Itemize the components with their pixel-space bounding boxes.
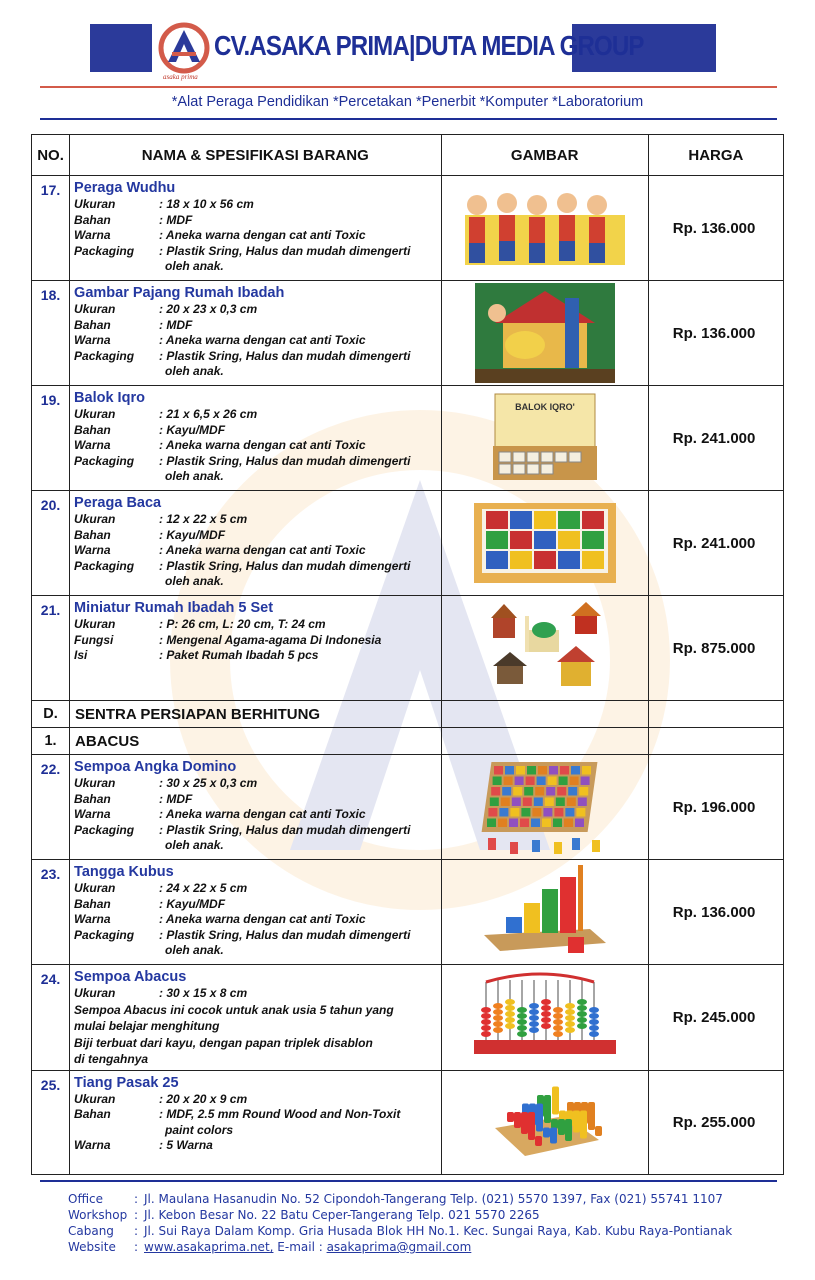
spec-value: : Plastik Sring, Halus dan mudah dimengerti — [159, 927, 411, 942]
spec-key: Ukuran — [74, 512, 116, 526]
spec-value: : MDF — [159, 212, 193, 227]
item-image-cell — [441, 281, 648, 386]
item-number: 24. — [32, 965, 70, 1071]
abacus-icon — [470, 972, 620, 1062]
spec-value: : 20 x 23 x 0,3 cm — [159, 302, 258, 316]
spec-value: : Plastik Sring, Halus dan mudah dimengerti — [159, 822, 411, 837]
col-header-name: NAMA & SPESIFIKASI BARANG — [70, 135, 441, 176]
item-title: Sempoa Angka Domino — [74, 759, 237, 775]
spec-key: Bahan — [74, 1107, 111, 1122]
email-label: E-mail : — [273, 1240, 327, 1254]
header-bar-left — [90, 24, 152, 72]
spec-key: Warna — [74, 333, 111, 348]
spec-key: Packaging — [74, 558, 135, 573]
spec-key: Bahan — [74, 422, 111, 437]
subsection-title: ABACUS — [70, 728, 441, 755]
spec-value: : 24 x 22 x 5 cm — [159, 881, 248, 895]
spec-key: Warna — [74, 912, 111, 927]
spec-key: Warna — [74, 1138, 111, 1153]
table-row — [32, 755, 784, 860]
spec-value: : Paket Rumah Ibadah 5 pcs — [159, 648, 319, 663]
footer-rule — [40, 1180, 777, 1182]
table-row — [32, 176, 784, 281]
spec-key: Warna — [74, 543, 111, 558]
spec-value: : MDF, 2.5 mm Round Wood and Non-Toxit — [159, 1107, 401, 1122]
footer-label: Workshop — [68, 1208, 128, 1222]
item-image-cell — [441, 860, 648, 965]
spec-key: Isi — [74, 648, 88, 663]
spec-value: : 5 Warna — [159, 1138, 213, 1153]
item-title: Tangga Kubus — [74, 864, 174, 880]
item-title: Peraga Baca — [74, 495, 162, 511]
col-header-price: HARGA — [648, 135, 783, 176]
spec-value: : P: 26 cm, L: 20 cm, T: 24 cm — [159, 617, 326, 631]
item-number: 21. — [32, 596, 70, 701]
table-row — [32, 281, 784, 386]
spec-key: Bahan — [74, 896, 111, 911]
spec-value: : 18 x 10 x 56 cm — [159, 197, 254, 211]
item-image-cell — [441, 491, 648, 596]
footer-value: Jl. Maulana Hasanudin No. 52 Cipondoh-Tangerang Telp. (021) 5570 1397, Fax (021) 55741 1107 — [144, 1192, 723, 1206]
item-number: 22. — [32, 755, 70, 860]
spec-key — [74, 364, 159, 380]
header-rule-red — [40, 86, 777, 88]
empty-cell — [648, 701, 783, 728]
logo-tagline: asaka prima — [163, 73, 198, 81]
tagline: *Alat Peraga Pendidikan *Percetakan *Penerbit *Komputer *Laboratorium — [171, 94, 644, 110]
spec-key: Fungsi — [74, 632, 114, 647]
spec-value: : 30 x 15 x 8 cm — [159, 986, 248, 1000]
item-title: Tiang Pasak 25 — [74, 1074, 179, 1091]
email-link[interactable]: asakaprima@gmail.com — [326, 1240, 472, 1254]
item-price: Rp. 196.000 — [648, 755, 783, 860]
spec-value: : Kayu/MDF — [159, 527, 226, 542]
item-price: Rp. 136.000 — [648, 176, 783, 281]
table-row — [32, 386, 784, 491]
item-spec-cell — [70, 755, 441, 860]
spec-value: oleh anak. — [165, 574, 224, 589]
item-spec-cell — [70, 965, 441, 1071]
table-row — [32, 965, 784, 1071]
spec-value: : Aneka warna dengan cat anti Toxic — [159, 438, 366, 453]
item-description: Sempoa Abacus ini cocok untuk anak usia 5 tahun yang — [74, 1002, 394, 1017]
item-title: Balok Iqro — [74, 390, 145, 406]
spec-value: : 20 x 20 x 9 cm — [159, 1091, 248, 1106]
item-spec-cell — [70, 281, 441, 386]
letter-cubes-icon — [470, 497, 620, 589]
spec-value: oleh anak. — [165, 364, 224, 379]
spec-value: : Aneka warna dengan cat anti Toxic — [159, 912, 366, 927]
company-name: CV.ASAKA PRIMA|DUTA MEDIA GROUP — [214, 30, 644, 61]
wudhu-figures-icon — [455, 185, 635, 271]
item-price: Rp. 241.000 — [648, 386, 783, 491]
stacking-cubes-icon — [480, 863, 610, 961]
spec-value: : Mengenal Agama-agama Di Indonesia — [159, 632, 382, 647]
asaka-logo-icon — [158, 22, 210, 80]
item-spec-cell — [70, 860, 441, 965]
domino-number-board-icon — [480, 758, 610, 856]
image-label: BALOK IQRO' — [514, 402, 575, 412]
footer-value: Jl. Sui Raya Dalam Komp. Gria Husada Blok HH No.1. Kec. Sungai Raya, Kab. Kubu Raya-Pontianak — [144, 1224, 733, 1238]
spec-value: : Aneka warna dengan cat anti Toxic — [159, 333, 366, 348]
footer-label: Office — [68, 1192, 104, 1206]
empty-cell — [441, 728, 648, 755]
item-price: Rp. 875.000 — [648, 596, 783, 701]
item-image-cell — [441, 755, 648, 860]
item-price: Rp. 255.000 — [648, 1070, 783, 1174]
section-title: SENTRA PERSIAPAN BERHITUNG — [70, 701, 441, 728]
footer-row-workshop: Workshop : Jl. Kebon Besar No. 22 Batu Ceper-Tangerang Telp. 021 5570 2265 — [68, 1208, 540, 1222]
spec-key: Warna — [74, 228, 111, 243]
item-title: Gambar Pajang Rumah Ibadah — [74, 285, 285, 301]
spec-value: oleh anak. — [165, 469, 224, 484]
table-row — [32, 1070, 784, 1174]
spec-key: Packaging — [74, 243, 135, 258]
item-image-cell — [441, 176, 648, 281]
col-header-no: NO. — [32, 135, 70, 176]
item-description: Biji terbuat dari kayu, dengan papan triplek disablon — [74, 1035, 373, 1050]
item-spec-cell — [70, 386, 441, 491]
item-title: Peraga Wudhu — [74, 180, 176, 196]
item-spec-cell — [70, 491, 441, 596]
spec-key: Warna — [74, 807, 111, 822]
col-header-image: GAMBAR — [441, 135, 648, 176]
spec-key: Ukuran — [74, 1091, 116, 1106]
spec-value: oleh anak. — [165, 259, 224, 274]
item-description: mulai belajar menghitung — [74, 1019, 220, 1034]
spec-value: : MDF — [159, 791, 193, 806]
item-price: Rp. 245.000 — [648, 965, 783, 1071]
footer-row-office: Office : Jl. Maulana Hasanudin No. 52 Cipondoh-Tangerang Telp. (021) 5570 1397, Fax (021) 55741 1107 — [68, 1192, 723, 1206]
item-number: 23. — [32, 860, 70, 965]
website-link[interactable]: www.asakaprima.net, — [144, 1240, 274, 1254]
spec-value: : Aneka warna dengan cat anti Toxic — [159, 807, 366, 822]
item-title: Sempoa Abacus — [74, 969, 187, 985]
spec-value: : 30 x 25 x 0,3 cm — [159, 776, 258, 790]
table-row — [32, 860, 784, 965]
miniature-houses-icon — [485, 600, 605, 696]
item-price: Rp. 241.000 — [648, 491, 783, 596]
item-spec-cell — [70, 596, 441, 701]
spec-value: paint colors — [165, 1122, 234, 1137]
header-rule-blue — [40, 118, 777, 120]
section-number: D. — [32, 701, 70, 728]
spec-value: : 21 x 6,5 x 26 cm — [159, 407, 258, 421]
item-number: 18. — [32, 281, 70, 386]
footer-contacts — [68, 1191, 732, 1255]
item-image-cell — [441, 1070, 648, 1174]
iqro-block-box-icon — [485, 390, 605, 486]
table-row — [32, 596, 784, 701]
spec-value: : Plastik Sring, Halus dan mudah dimengerti — [159, 453, 411, 468]
spec-key — [74, 469, 159, 485]
spec-key: Bahan — [74, 317, 111, 332]
footer-label: Cabang — [68, 1224, 114, 1238]
spec-key — [74, 574, 159, 590]
spec-key — [74, 943, 159, 959]
spec-value: : Kayu/MDF — [159, 896, 226, 911]
table-header-row — [32, 135, 784, 176]
item-title: Miniatur Rumah Ibadah 5 Set — [74, 600, 274, 616]
spec-key: Ukuran — [74, 881, 116, 895]
spec-value: : Aneka warna dengan cat anti Toxic — [159, 543, 366, 558]
spec-value: : 12 x 22 x 5 cm — [159, 512, 248, 526]
spec-key: Ukuran — [74, 197, 116, 211]
item-image-cell — [441, 965, 648, 1071]
spec-key: Ukuran — [74, 986, 116, 1000]
spec-key: Warna — [74, 438, 111, 453]
footer-row-branch: Cabang : Jl. Sui Raya Dalam Komp. Gria Husada Blok HH No.1. Kec. Sungai Raya, Kab. Kubu Raya-Pontianak — [68, 1224, 733, 1238]
item-number: 17. — [32, 176, 70, 281]
spec-key — [74, 259, 159, 275]
spec-value: : Kayu/MDF — [159, 422, 226, 437]
item-description: di tengahnya — [74, 1052, 149, 1067]
item-number: 25. — [32, 1070, 70, 1174]
footer-row-website: Website : www.asakaprima.net, E-mail : asakaprima@gmail.com — [68, 1240, 472, 1254]
item-price: Rp. 136.000 — [648, 860, 783, 965]
spec-value: oleh anak. — [165, 943, 224, 958]
spec-value: : Aneka warna dengan cat anti Toxic — [159, 228, 366, 243]
spec-value: : Plastik Sring, Halus dan mudah dimengerti — [159, 243, 411, 258]
spec-value: : MDF — [159, 317, 193, 332]
worship-house-picture-icon — [475, 283, 615, 383]
item-number: 20. — [32, 491, 70, 596]
spec-key: Ukuran — [74, 617, 116, 631]
item-spec-cell — [70, 176, 441, 281]
spec-key: Bahan — [74, 791, 111, 806]
catalog-table — [31, 134, 784, 1175]
item-spec-cell — [70, 1070, 441, 1174]
spec-key: Ukuran — [74, 407, 116, 421]
spec-key — [74, 838, 159, 854]
spec-key: Packaging — [74, 927, 135, 942]
spec-key: Packaging — [74, 348, 135, 363]
item-image-cell — [441, 386, 648, 491]
spec-key: Ukuran — [74, 776, 116, 790]
spec-value: : Plastik Sring, Halus dan mudah dimengerti — [159, 558, 411, 573]
spec-key: Packaging — [74, 822, 135, 837]
spec-key — [74, 1123, 159, 1139]
spec-value: : Plastik Sring, Halus dan mudah dimengerti — [159, 348, 411, 363]
item-number: 19. — [32, 386, 70, 491]
section-row — [32, 701, 784, 728]
subsection-row — [32, 728, 784, 755]
spec-key: Bahan — [74, 212, 111, 227]
footer-value: Jl. Kebon Besar No. 22 Batu Ceper-Tangerang Telp. 021 5570 2265 — [144, 1208, 540, 1222]
empty-cell — [648, 728, 783, 755]
footer-label: Website — [68, 1240, 116, 1254]
spec-key: Packaging — [74, 453, 135, 468]
spec-value: oleh anak. — [165, 838, 224, 853]
item-price: Rp. 136.000 — [648, 281, 783, 386]
empty-cell — [441, 701, 648, 728]
subsection-number: 1. — [32, 728, 70, 755]
peg-board-icon — [485, 1076, 605, 1168]
item-image-cell — [441, 596, 648, 701]
table-row — [32, 491, 784, 596]
spec-key: Ukuran — [74, 302, 116, 316]
spec-key: Bahan — [74, 527, 111, 542]
